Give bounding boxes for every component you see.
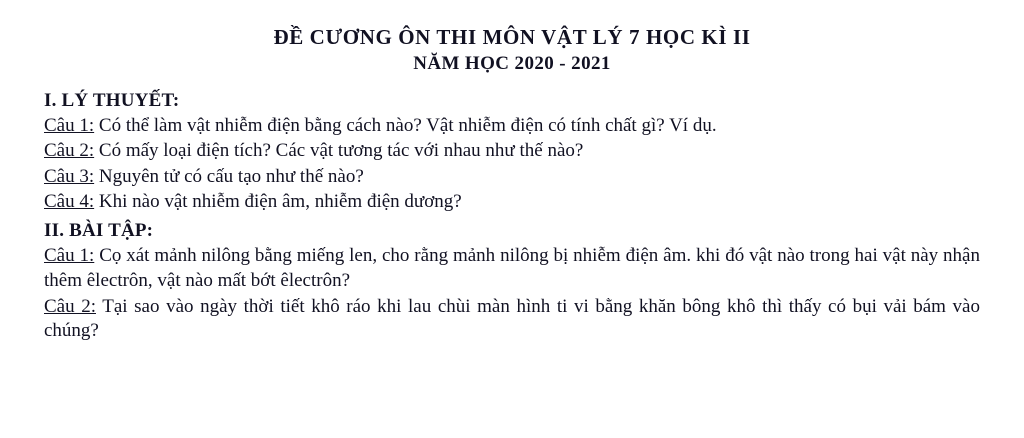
question-label: Câu 4:: [44, 190, 95, 212]
question-item: [44, 295, 980, 344]
section-heading-theory: I. LÝ THUYẾT:: [44, 90, 180, 111]
question-label: Câu 1:: [44, 115, 95, 136]
question-label: Câu 2:: [44, 295, 96, 317]
question-text: Có thể làm vật nhiễm điện bằng cách nào? Vật nhiễm điện có tính chất gì? Ví dụ.: [98, 115, 717, 136]
page-title: ĐỀ CƯƠNG ÔN THI MÔN VẬT LÝ 7 HỌC KÌ II: [273, 25, 751, 49]
question-text: Nguyên tử có cấu tạo như thế nào?: [98, 165, 364, 187]
question-item: [44, 114, 980, 138]
question-item: [44, 244, 980, 293]
question-item: [44, 139, 980, 163]
page-subtitle: NĂM HỌC 2020 - 2021: [413, 53, 611, 75]
question-text: Khi nào vật nhiễm điện âm, nhiễm điện dương?: [98, 190, 462, 212]
question-label: Câu 3:: [44, 165, 95, 187]
question-item: [44, 165, 980, 189]
question-text: Tại sao vào ngày thời tiết khô ráo khi lau chùi màn hình ti vi bằng khăn bông khô thì thấy có bụi vải bám vào chúng?: [44, 295, 980, 342]
question-text: Có mấy loại điện tích? Các vật tương tác với nhau như thế nào?: [98, 140, 584, 162]
section-exercises: [44, 220, 980, 344]
section-theory: [44, 90, 980, 214]
question-label: Câu 1:: [44, 245, 95, 267]
section-heading-exercises: II. BÀI TẬP:: [44, 220, 154, 242]
question-label: Câu 2:: [44, 140, 95, 162]
title-block: [44, 24, 980, 76]
question-item: [44, 190, 980, 214]
question-text: Cọ xát mảnh nilông bằng miếng len, cho rằng mảnh nilông bị nhiễm điện âm. khi đó vật nào trong hai vật này nhận thêm êlectrôn, vật nào mất bớt êlectrôn?: [44, 245, 980, 291]
